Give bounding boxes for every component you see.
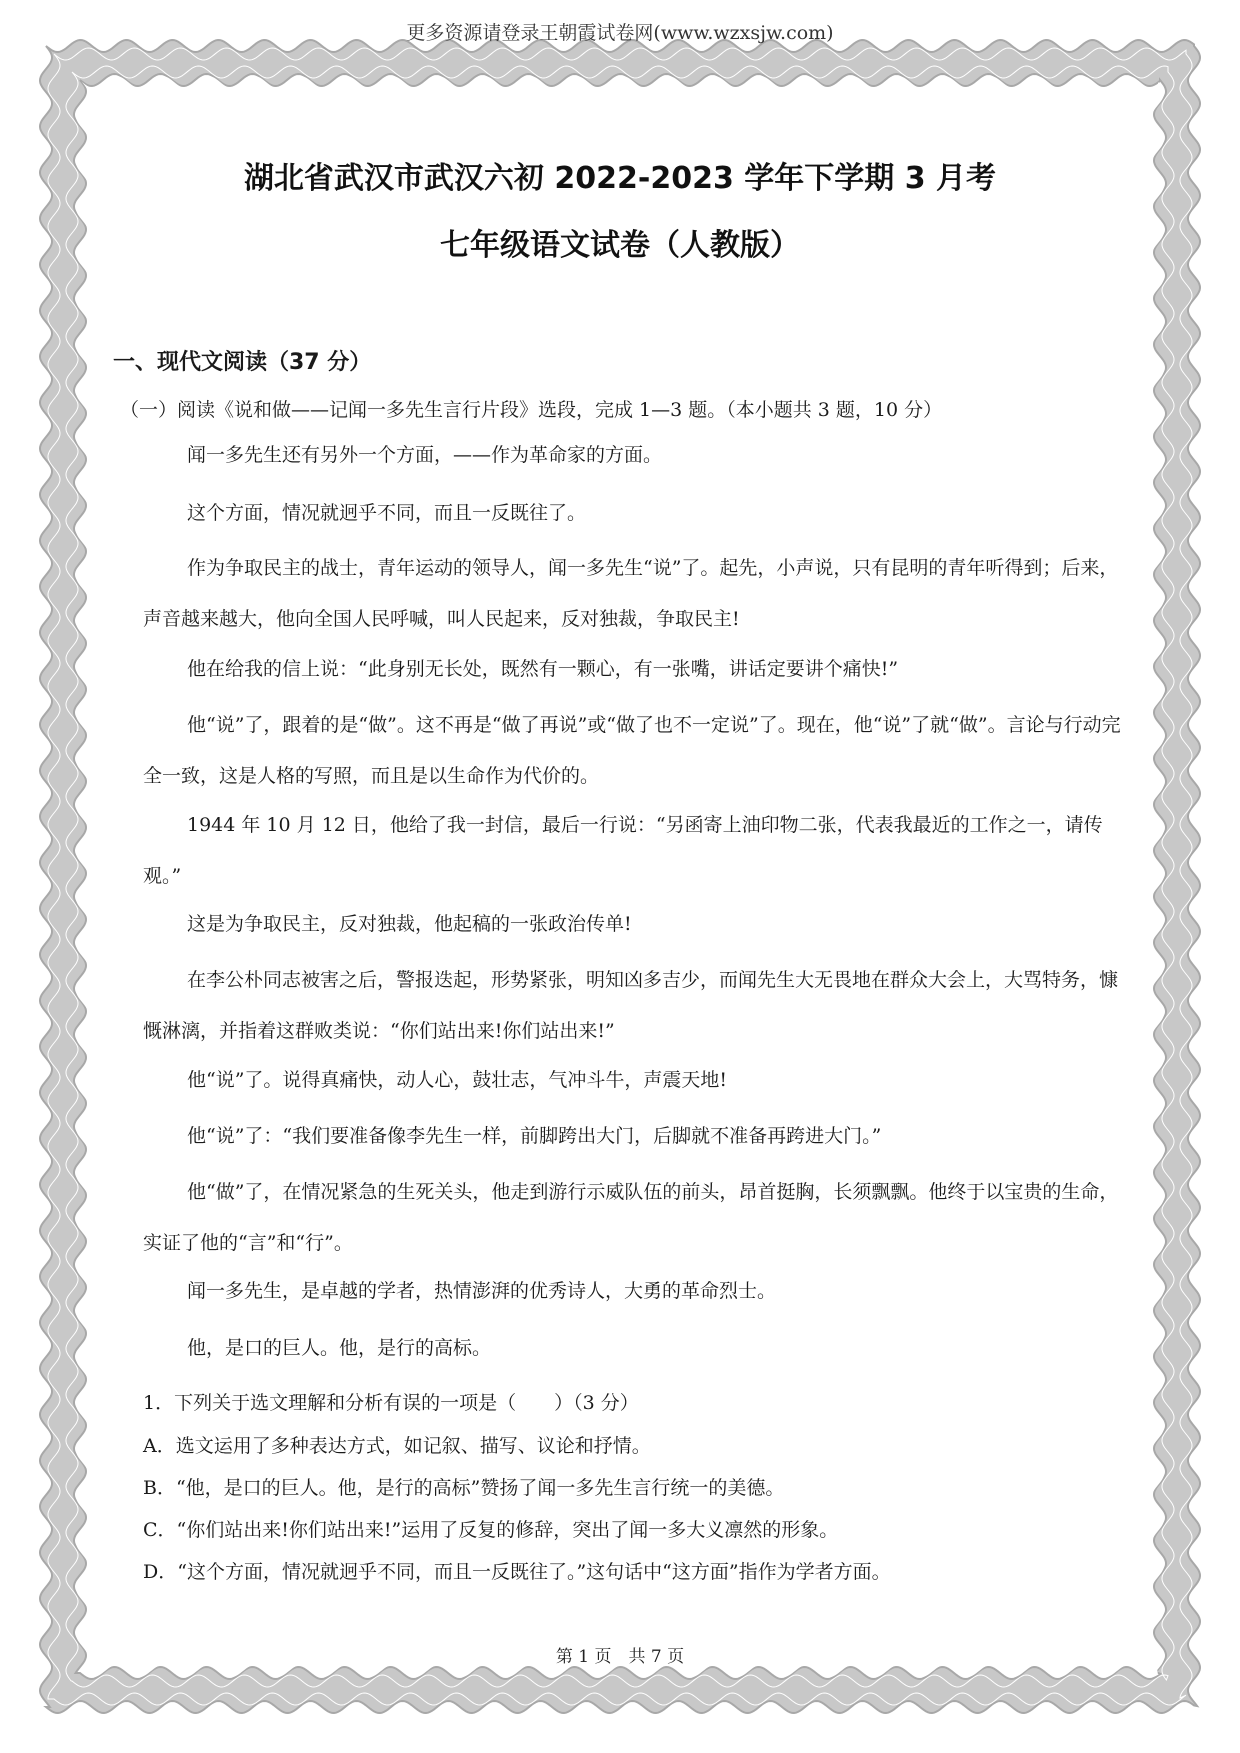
question-1-stem: 1．下列关于选文理解和分析有误的一项是（ ）（3 分）: [143, 1392, 639, 1414]
exam-title-line1: 湖北省武汉市武汉六初 2022-2023 学年下学期 3 月考: [243, 161, 997, 196]
passage-paragraph: 他“说”了。说得真痛快，动人心，鼓壮志，气冲斗牛，声震天地!: [187, 1069, 728, 1091]
passage-paragraph: 作为争取民主的战士，青年运动的领导人，闻一多先生“说”了。起先，小声说，只有昆明的青年听得到；后来，声音越来越大，他向全国人民呼喊，叫人民起来，反对独裁，争取民主!: [143, 557, 1119, 630]
passage-paragraph: 他“做”了，在情况紧急的生死关头，他走到游行示威队伍的前头，昂首挺胸，长须飘飘。他终于以宝贵的生命，实证了他的“言”和“行”。: [143, 1181, 1119, 1254]
question-1-option-d: D．“这个方面，情况就迥乎不同，而且一反既往了。”这句话中“这方面”指作为学者方面。: [143, 1561, 891, 1583]
reading-subheading: （一）阅读《说和做——记闻一多先生言行片段》选段，完成 1—3 题。（本小题共 3 题，10 分）: [120, 399, 943, 421]
passage-paragraph: 他在给我的信上说：“此身别无长处，既然有一颗心，有一张嘴，讲话定要讲个痛快!”: [187, 658, 899, 680]
passage-paragraph: 这个方面，情况就迥乎不同，而且一反既往了。: [187, 502, 587, 524]
passage-paragraph: 他“说”了：“我们要准备像李先生一样，前脚跨出大门，后脚就不准备再跨进大门。”: [187, 1125, 882, 1147]
passage-paragraph: 1944 年 10 月 12 日，他给了我一封信，最后一行说：“另函寄上油印物二张，代表我最近的工作之一，请传观。”: [143, 814, 1103, 887]
question-1-option-a: A．选文运用了多种表达方式，如记叙、描写、议论和抒情。: [143, 1435, 651, 1457]
passage-paragraph: 闻一多先生，是卓越的学者，热情澎湃的优秀诗人，大勇的革命烈士。: [187, 1280, 777, 1302]
question-1-option-b: B．“他，是口的巨人。他，是行的高标”赞扬了闻一多先生言行统一的美德。: [143, 1477, 785, 1499]
exam-title-line2: 七年级语文试卷（人教版）: [440, 228, 800, 263]
website-header-note: 更多资源请登录王朝霞试卷网(www.wzxsjw.com): [406, 22, 834, 44]
section-heading: 一、现代文阅读（37 分）: [113, 350, 372, 375]
passage-paragraph: 在李公朴同志被害之后，警报迭起，形势紧张，明知凶多吉少，而闻先生大无畏地在群众大会上，大骂特务，慷慨淋漓，并指着这群败类说：“你们站出来!你们站出来!”: [143, 969, 1119, 1042]
question-1-option-c: C．“你们站出来!你们站出来!”运用了反复的修辞，突出了闻一多大义凛然的形象。: [143, 1519, 839, 1541]
page-number-footer: 第 1 页 共 7 页: [555, 1647, 685, 1667]
passage-paragraph: 他，是口的巨人。他，是行的高标。: [187, 1337, 492, 1359]
passage-paragraph: 闻一多先生还有另外一个方面，——作为革命家的方面。: [187, 444, 663, 466]
passage-paragraph: 这是为争取民主，反对独裁，他起稿的一张政治传单!: [187, 913, 632, 935]
passage-paragraph: 他“说”了，跟着的是“做”。这不再是“做了再说”或“做了也不一定说”了。现在，他“说”了就“做”。言论与行动完全一致，这是人格的写照，而且是以生命作为代价的。: [143, 714, 1121, 787]
